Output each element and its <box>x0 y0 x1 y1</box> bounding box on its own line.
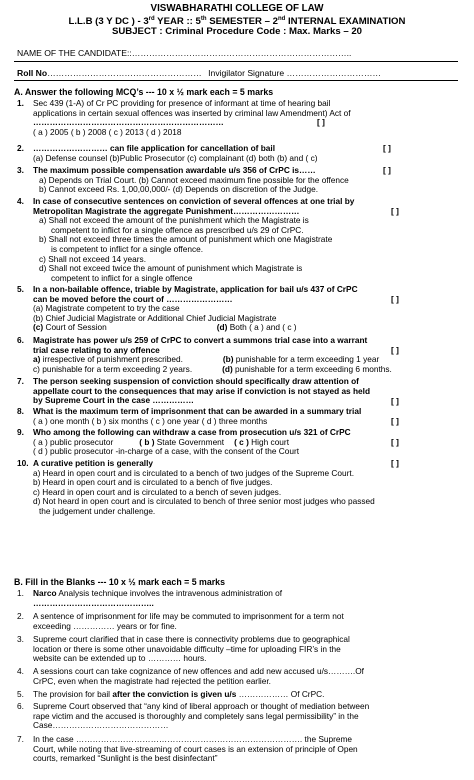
question-number: 10. <box>17 458 29 468</box>
question-number: 7. <box>17 376 24 386</box>
item-number: 5. <box>17 689 24 699</box>
blank-1 <box>17 589 457 608</box>
question-text: by Supreme Court in the case …………… <box>33 395 194 406</box>
question-number: 1. <box>17 98 24 108</box>
question-9 <box>17 428 457 457</box>
answer-bracket[interactable]: [ ] <box>391 396 399 406</box>
item-text: A sessions court can take cognizance of new offences and add new accused u/s……….Of <box>33 666 364 676</box>
question-1 <box>17 99 457 137</box>
question-text: applications in certain sexual offences was inserted by criminal law Amendment) Act of <box>33 107 351 118</box>
question-text: trial case relating to any offence <box>33 344 160 355</box>
answer-blank[interactable]: …………………………………………………………… <box>33 117 224 128</box>
question-number: 2. <box>17 143 24 153</box>
question-6 <box>17 336 457 374</box>
exam-title: L.L.B (3 Y DC ) - 3rd YEAR :: 5th SEMESTER – 2nd INTERNAL EXAMINATION <box>68 16 406 28</box>
divider <box>14 61 458 62</box>
college-name: VISWABHARATHI COLLEGE OF LAW <box>150 3 324 14</box>
question-text: Metropolitan Magistrate the aggregate Punishment…………………… <box>33 205 300 216</box>
answer-bracket[interactable]: [ ] <box>391 294 399 304</box>
question-text: The maximum possible compensation awardable u/s 356 of CrPC is…… <box>33 165 316 175</box>
question-text: ……………………… can file application for cancellation of bail <box>33 143 276 153</box>
option-row: ( a ) public prosecutor ( b ) State Government ( c ) High court <box>33 436 289 447</box>
question-text: appellate court to the consequences that may arise if conviction is not stayed as held <box>33 385 371 396</box>
question-text: Sec 439 (1-A) of Cr PC providing for presence of informant at time of hearing bail <box>33 98 331 108</box>
question-10 <box>17 459 457 517</box>
item-text: rape victim and the accused is thoroughly and completely sans legal permissibility” in the <box>33 710 359 721</box>
question-8 <box>17 407 457 426</box>
question-text: Magistrate has power u/s 259 of CrPC to convert a summons trial case into a warrant <box>33 335 368 345</box>
item-text: The provision for bail after the conviction is given u/s ……………… Of CrPC. <box>33 689 325 699</box>
option: a) Heard in open court and is circulated to a bench of two judges of the Supreme Court. <box>33 467 354 478</box>
option: d) Not heard in open court and is circulated to bench of three senior most judges who passed <box>33 496 375 507</box>
question-4 <box>17 197 457 283</box>
answer-bracket[interactable]: [ ] <box>383 143 391 153</box>
question-2 <box>17 144 457 163</box>
option: b) Cannot exceed Rs. 1,00,00,000/- (d) Depends on discretion of the Judge. <box>39 184 319 195</box>
invigilator-signature-field[interactable]: Invigilator Signature …………………………… <box>208 68 382 78</box>
candidate-name-field[interactable]: NAME OF THE CANDIDATE::………………………………………………………………….. <box>17 48 352 58</box>
question-number: 5. <box>17 284 24 294</box>
blank-7 <box>17 735 457 764</box>
question-7 <box>17 377 457 406</box>
answer-bracket[interactable]: [ ] <box>391 206 399 216</box>
item-number: 4. <box>17 666 24 676</box>
option: competent to inflict for a single offence as prescribed u/s 29 of CrPC. <box>51 224 304 235</box>
item-text: Court, while noting that live-streaming of court cases is an extension of principle of Open <box>33 743 358 754</box>
options: (a) Defense counsel (b)Public Prosecutor (c) complainant (d) both (b) and ( c) <box>33 152 318 163</box>
question-text: What is the maximum term of imprisonment that can be awarded in a summary trial <box>33 406 362 416</box>
answer-bracket[interactable]: [ ] <box>391 458 399 468</box>
blank-2 <box>17 612 457 631</box>
option: b) Shall not exceed three times the amount of punishment which one Magistrate <box>39 234 333 245</box>
question-number: 3. <box>17 165 24 175</box>
blank-4 <box>17 667 457 686</box>
option: a) Depends on Trial Court. (b) Cannot exceed maximum fine possible for the offence <box>39 174 349 185</box>
option: the judgement under challenge. <box>39 505 156 516</box>
option: competent to inflict for a single offence <box>51 272 193 283</box>
item-number: 6. <box>17 701 24 711</box>
question-number: 6. <box>17 335 24 345</box>
option: a) Shall not exceed the amount of the punishment which the Magistrate is <box>39 215 309 226</box>
item-text: Supreme court clarified that in case there is connectivity problems due to geographical <box>33 634 350 644</box>
answer-blank[interactable]: …………………………………….. <box>33 597 154 608</box>
section-a-title: A. Answer the following MCQ’s --- 10 x ½ mark each = 5 marks <box>14 87 274 97</box>
item-number: 7. <box>17 734 24 744</box>
options: ( a ) 2005 ( b ) 2008 ( c ) 2013 ( d ) 2018 <box>33 126 182 137</box>
blank-3 <box>17 635 457 664</box>
item-text: courts, remarked “Sunlight is the best disinfectant” <box>33 753 218 764</box>
option-row: a) irrespective of punishment prescribed. (b) punishable for a term exceeding 1 year <box>33 354 380 365</box>
question-text: The person seeking suspension of conviction should specifically draw attention of <box>33 376 359 386</box>
question-number: 9. <box>17 427 24 437</box>
item-text: A sentence of imprisonment for life may be commuted to imprisonment for a term not <box>33 611 344 621</box>
option: c) Shall not exceed 14 years. <box>39 253 146 264</box>
subject-line: SUBJECT : Criminal Procedure Code : Max. Marks – 20 <box>111 26 363 37</box>
option: d) Shall not exceed twice the amount of punishment which Magistrate is <box>39 263 303 274</box>
answer-bracket[interactable]: [ ] <box>383 165 391 175</box>
blank-5 <box>17 690 457 700</box>
question-text: can be moved before the court of …………………… <box>33 293 233 304</box>
answer-bracket[interactable]: [ ] <box>391 437 399 447</box>
item-text: Narco Analysis technique involves the intravenous administration of <box>33 588 283 598</box>
question-number: 4. <box>17 196 24 206</box>
roll-no-field[interactable]: ……………………………………………… <box>47 68 202 78</box>
item-number: 3. <box>17 634 24 644</box>
item-text: website can be extended up to ………… hours. <box>33 653 207 664</box>
item-number: 2. <box>17 611 24 621</box>
option: (b) Chief Judicial Magistrate or Additional Chief Judicial Magistrate <box>33 312 277 323</box>
divider <box>14 80 458 81</box>
answer-bracket[interactable]: [ ] <box>391 416 399 426</box>
option-row: (c) Court of Session (d) Both ( a ) and ( c ) <box>33 322 297 333</box>
item-text: In the case ………………………………………………………………………. the Supreme <box>33 734 353 744</box>
item-text: exceeding …………… years or for fine. <box>33 620 177 631</box>
item-text: Supreme Court observed that “any kind of liberal approach or thought of mediation between <box>33 701 370 711</box>
option: (a) Magistrate competent to try the case <box>33 303 180 314</box>
option-row: c) punishable for a term exceeding 2 years. (d) punishable for a term exceeding 6 months. <box>33 363 392 374</box>
section-b-title: B. Fill in the Blanks --- 10 x ½ mark each = 5 marks <box>14 577 225 587</box>
answer-bracket[interactable]: [ ] <box>317 117 325 127</box>
option: ( d ) public prosecutor -in-charge of a case, with the consent of the Court <box>33 446 300 457</box>
item-number: 1. <box>17 588 24 598</box>
options: ( a ) one month ( b ) six months ( c ) one year ( d ) three months <box>33 415 268 426</box>
question-text: Who among the following can withdraw a case from prosecution u/s 321 of CrPC <box>33 427 351 437</box>
answer-bracket[interactable]: [ ] <box>391 345 399 355</box>
question-text: In case of consecutive sentences on conviction of several offences at one trial by <box>33 196 355 206</box>
question-number: 8. <box>17 406 24 416</box>
question-text: A curative petition is generally <box>33 458 154 468</box>
roll-invigilator-row <box>17 69 381 79</box>
item-text: Case…………………………………… <box>33 720 169 731</box>
option: c) Heard in open court and is circulated to a bench of seven judges. <box>33 486 282 497</box>
question-text: In a non-bailable offence, triable by Magistrate, application for bail u/s 437 of CrPC <box>33 284 358 294</box>
option: is competent to inflict for a single offence. <box>51 243 204 254</box>
roll-no-label: Roll No <box>17 68 48 78</box>
question-3 <box>17 166 457 195</box>
question-5 <box>17 285 457 333</box>
item-text: CrPC, even when the magistrate had rejected the petition earlier. <box>33 675 271 686</box>
item-text: location or there is some other unavoidable difficulty –time for uploading FIR’s in the <box>33 643 341 654</box>
blank-6 <box>17 702 457 731</box>
option: b) Heard in open court and is circulated to a bench of five judges. <box>33 477 273 488</box>
